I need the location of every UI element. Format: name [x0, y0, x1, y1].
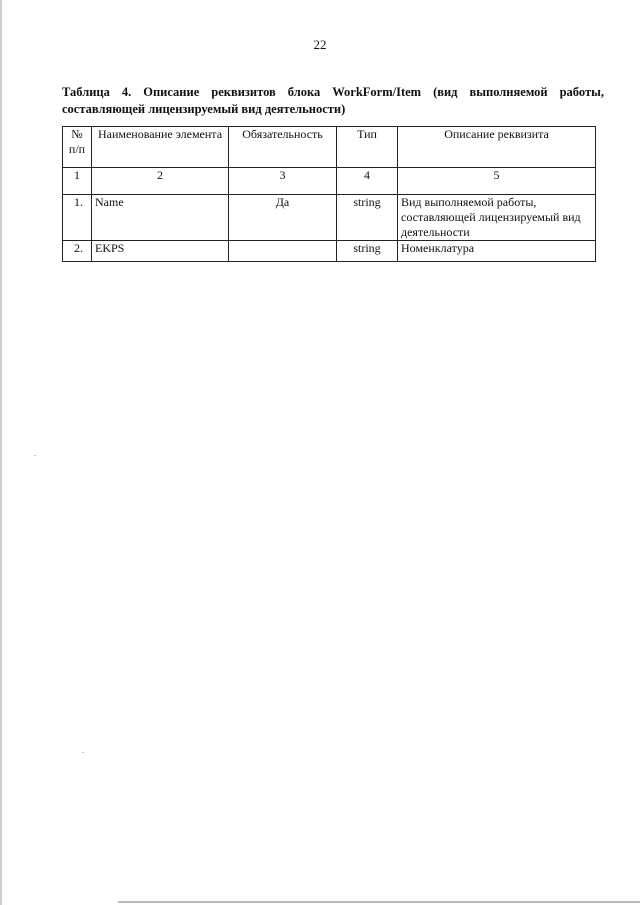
header-description: Описание реквизита: [398, 127, 596, 168]
caption-line-2: составляющей лицензируемый вид деятельности): [62, 102, 346, 116]
element-name: EKPS: [92, 241, 229, 262]
requisites-table: [62, 126, 596, 262]
table-row: [63, 241, 596, 262]
page-number: 22: [313, 37, 327, 52]
column-number: 5: [398, 168, 596, 195]
column-number: 2: [92, 168, 229, 195]
caption-line-1: Таблица 4. Описание реквизитов блока WorkForm/Item (вид выполняемой работы,: [62, 85, 604, 99]
type-value: string: [337, 195, 398, 241]
header-element-name: Наименование элемента: [92, 127, 229, 168]
scan-bottom-edge: [118, 901, 640, 903]
description-value: Вид выполняемой работы, составляющей лицензируемый вид деятельности: [398, 195, 596, 241]
header-number: № п/п: [63, 127, 92, 168]
element-name: Name: [92, 195, 229, 241]
type-value: string: [337, 241, 398, 262]
required-value: Да: [229, 195, 337, 241]
table-row: [63, 195, 596, 241]
scan-left-edge: [0, 0, 2, 905]
column-number: 3: [229, 168, 337, 195]
scan-speck: [82, 752, 84, 753]
description-value: Номенклатура: [398, 241, 596, 262]
table-caption: [62, 84, 604, 118]
column-number-row: [63, 168, 596, 195]
required-value: [229, 241, 337, 262]
row-number: 1.: [63, 195, 92, 241]
column-number: 1: [63, 168, 92, 195]
header-type: Тип: [337, 127, 398, 168]
row-number: 2.: [63, 241, 92, 262]
header-required: Обязательность: [229, 127, 337, 168]
table-header-row: [63, 127, 596, 168]
scan-speck: [34, 455, 36, 456]
column-number: 4: [337, 168, 398, 195]
